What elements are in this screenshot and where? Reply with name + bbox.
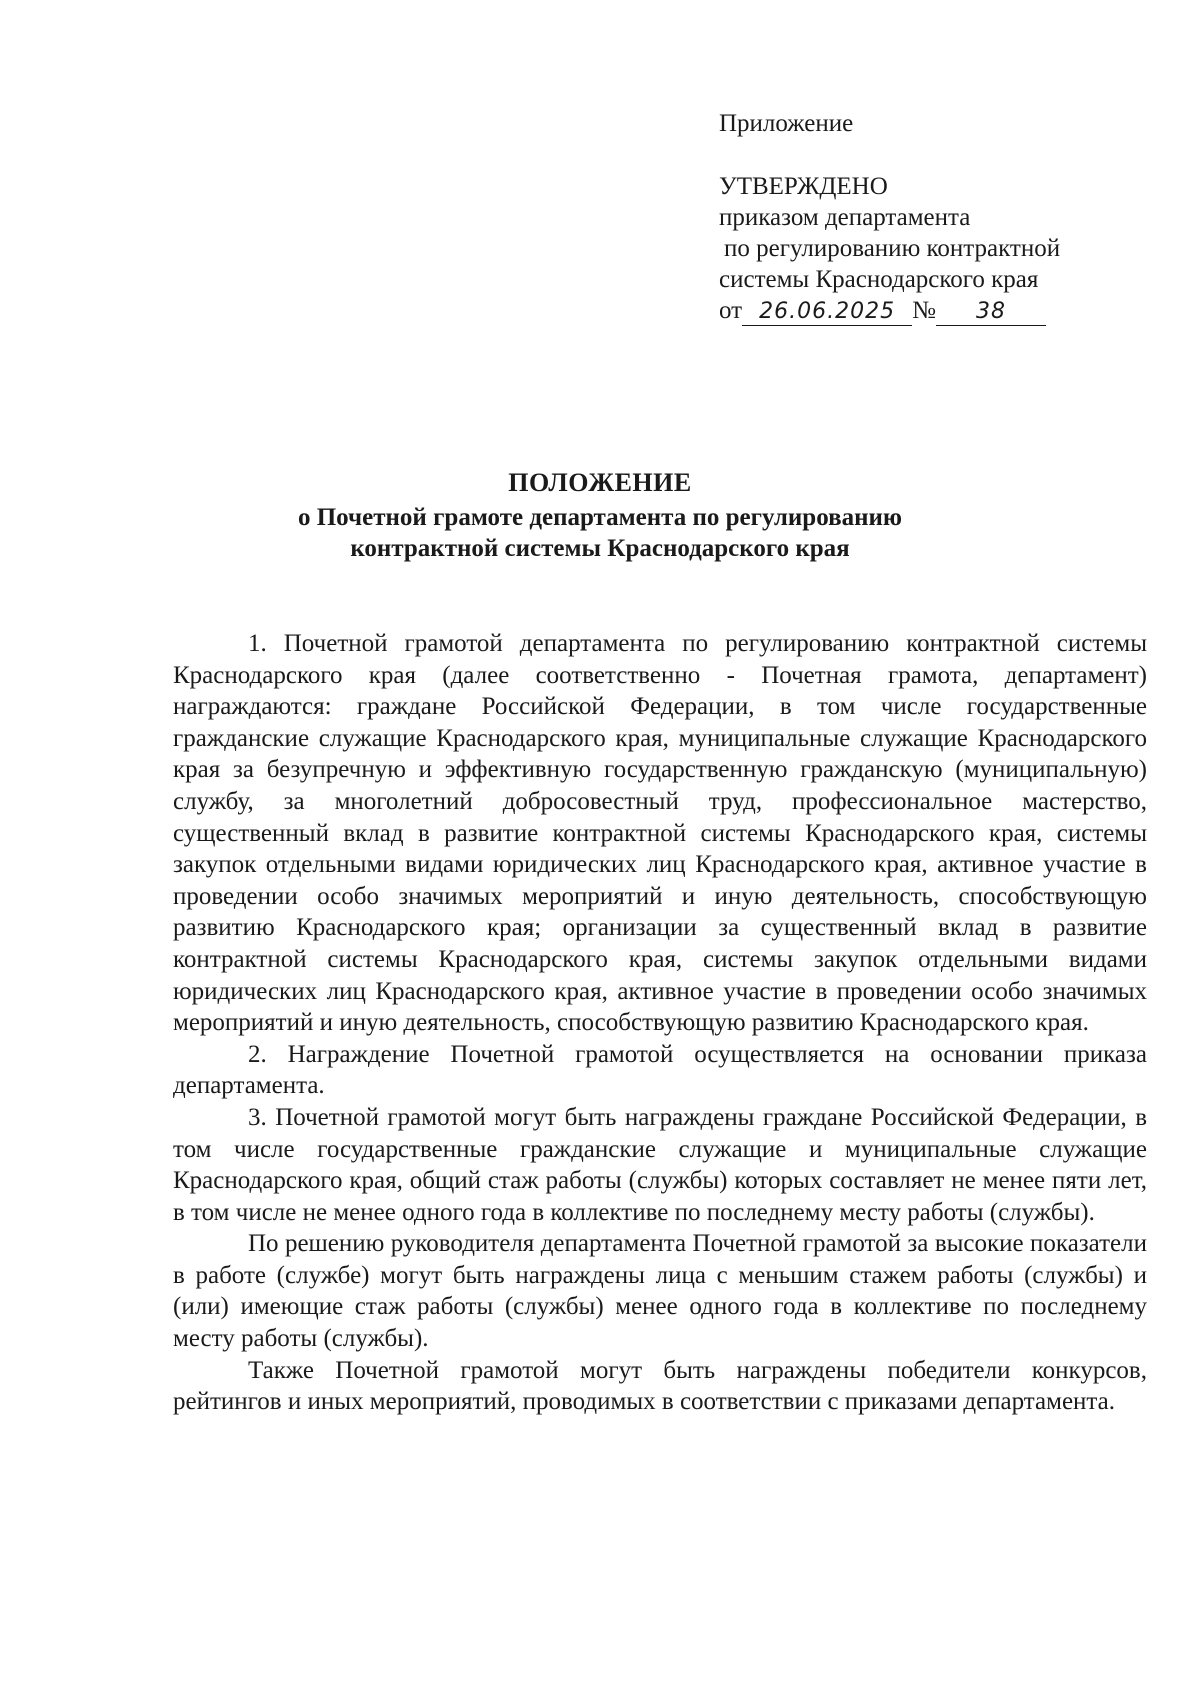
approval-line-3: системы Краснодарского края (719, 266, 1039, 293)
document-subtitle-line-1: о Почетной грамоте департамента по регулированию (297, 504, 903, 531)
approval-date-line (719, 295, 1139, 326)
approved-label: УТВЕРЖДЕНО (719, 173, 888, 200)
handwritten-number: 38 (936, 299, 1046, 326)
document-title: ПОЛОЖЕНИЕ (508, 468, 692, 497)
handwritten-date: 26.06.2025 (742, 299, 912, 326)
number-prefix: № (912, 297, 936, 324)
paragraph-2: 2. Награждение Почетной грамотой осуществляется на основании приказа департамента. (173, 1040, 1147, 1100)
paragraph-4: По решению руководителя департамента Почетной грамотой за высокие показатели в работе (службе) могут быть награждены лица с меньшим стажем работы (службы) и (или) имеющие стаж работы (службы) менее одного года в коллективе по последнему месту работы (службы). (173, 1230, 1147, 1353)
approval-block (719, 108, 1139, 326)
document-subtitle-line-2: контрактной системы Краснодарского края (350, 535, 850, 562)
appendix-label: Приложение (719, 110, 854, 137)
date-prefix: от (719, 297, 743, 324)
paragraph-1: 1. Почетной грамотой департамента по регулированию контрактной системы Краснодарского края (далее соответственно - Почетная грамота, департамент) награждаются: граждане Российской Федерации, в том числе государственные гражданские служащие Краснодарского края, муниципальные служащие Краснодарского края за безупречную и эффективную государственную гражданскую (муниципальную) службу, за многолетний добросовестный труд, профессиональное мастерство, существенный вклад в развитие контрактной системы Краснодарского края, системы закупок отдельными видами юридических лиц Краснодарского края, активное участие в проведении особо значимых мероприятий и иную деятельность, способствующую развитию Краснодарского края; организации за существенный вклад в развитие контрактной системы Краснодарского края, системы закупок отдельными видами юридических лиц Краснодарского края, активное участие в проведении особо значимых мероприятий и иную деятельность, способствующую развитию Краснодарского края. (173, 630, 1147, 1037)
paragraph-5: Также Почетной грамотой могут быть награждены победители конкурсов, рейтингов и иных мероприятий, проводимых в соответствии с приказами департамента. (173, 1356, 1147, 1416)
document-body (173, 628, 1147, 1418)
document-title-block (0, 467, 1200, 564)
approval-line-1: приказом департамента (719, 204, 971, 231)
approval-line-2: по регулированию контрактной (724, 235, 1061, 262)
paragraph-3: 3. Почетной грамотой могут быть награждены граждане Российской Федерации, в том числе государственные гражданские служащие и муниципальные служащие Краснодарского края, общий стаж работы (службы) которых составляет не менее пяти лет, в том числе не менее одного года в коллективе по последнему месту работы (службы). (173, 1103, 1147, 1226)
